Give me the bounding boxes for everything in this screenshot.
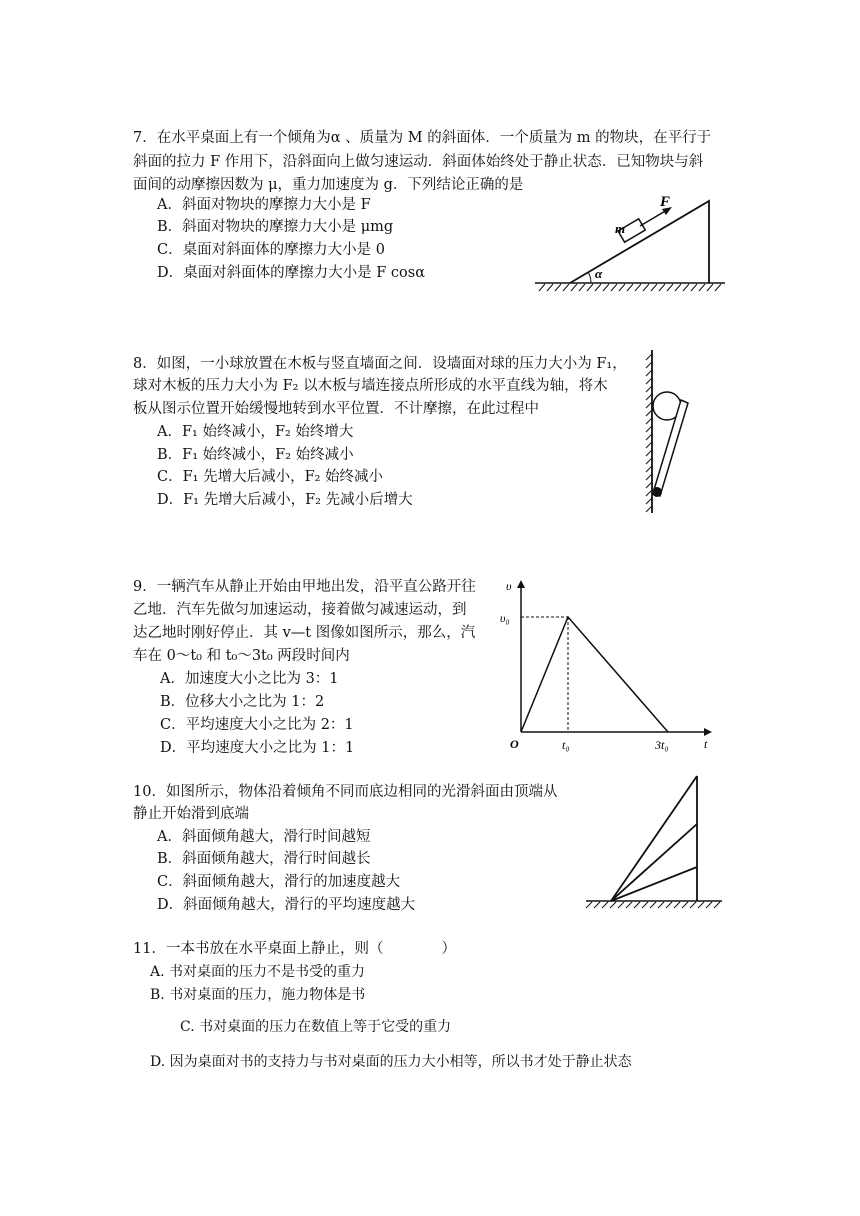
q9-stem-line-1: 9．一辆汽车从静止开始由甲地出发，沿平直公路开往: [133, 579, 476, 595]
q9-3t0-label: 3t₀: [655, 738, 669, 752]
q9-option-b: B．位移大小之比为 1：2: [160, 694, 325, 710]
q10-option-a: A．斜面倾角越大，滑行时间越短: [157, 829, 371, 845]
q10-option-b: B．斜面倾角越大，滑行时间越长: [157, 851, 371, 867]
q7-block-label: m: [615, 221, 626, 236]
q10-stem-line-2: 静止开始滑到底端: [133, 806, 249, 822]
q7-stem-line-1: 7．在水平桌面上有一个倾角为α 、质量为 M 的斜面体．一个质量为 m 的物块，在平行于: [133, 130, 712, 146]
q11-stem: 11．一本书放在水平桌面上静止，则（ ）: [133, 941, 456, 957]
q11-option-c: C. 书对桌面的压力在数值上等于它受的重力: [180, 1019, 452, 1035]
q8-wall-board-figure: [640, 348, 700, 516]
q7-option-c: C．桌面对斜面体的摩擦力大小是 0: [157, 242, 385, 258]
q9-stem-line-2: 乙地．汽车先做匀加速运动，接着做匀减速运动，到: [133, 602, 467, 618]
q8-option-b: B．F₁ 始终减小，F₂ 始终减小: [157, 447, 354, 463]
q7-option-d: D．桌面对斜面体的摩擦力大小是 F cosα: [157, 265, 425, 281]
q7-stem-line-2: 斜面的拉力 F 作用下，沿斜面向上做匀速运动．斜面体始终处于静止状态．已知物块与斜: [133, 154, 704, 170]
q9-vt-graph: [500, 572, 720, 757]
q8-stem-line-2: 球对木板的压力大小为 F₂ 以木板与墙连接点所形成的水平直线为轴，将木: [133, 378, 608, 394]
q9-stem-line-4: 车在 0～t₀ 和 t₀～3t₀ 两段时间内: [133, 648, 350, 664]
q7-stem-line-3: 面间的动摩擦因数为 μ，重力加速度为 g．下列结论正确的是: [133, 177, 524, 193]
q7-incline-figure: [535, 195, 730, 295]
q9-origin-label: O: [510, 737, 519, 751]
q8-stem-line-1: 8．如图，一小球放置在木板与竖直墙面之间．设墙面对球的压力大小为 F₁，: [133, 356, 627, 372]
q11-option-d: D. 因为桌面对书的支持力与书对桌面的压力大小相等，所以书才处于静止状态: [150, 1054, 632, 1070]
q9-t0-label: t₀: [562, 738, 570, 752]
q7-option-a: A．斜面对物块的摩擦力大小是 F: [157, 197, 371, 213]
q8-option-c: C．F₁ 先增大后减小，F₂ 始终减小: [157, 469, 384, 485]
q10-option-c: C．斜面倾角越大，滑行的加速度越大: [157, 874, 401, 890]
q11-option-b: B. 书对桌面的压力，施力物体是书: [150, 987, 366, 1003]
q8-option-d: D．F₁ 先增大后减小，F₂ 先减小后增大: [157, 492, 413, 508]
q8-option-a: A．F₁ 始终减小，F₂ 始终增大: [157, 424, 354, 440]
q10-option-d: D．斜面倾角越大，滑行的平均速度越大: [157, 897, 416, 913]
q7-force-label: F: [660, 194, 671, 210]
q9-x-axis-label: t: [704, 737, 708, 751]
q9-option-a: A．加速度大小之比为 3：1: [160, 671, 339, 687]
q7-option-b: B．斜面对物块的摩擦力大小是 μmg: [157, 219, 394, 235]
q10-stem-line-1: 10．如图所示，物体沿着倾角不同而底边相同的光滑斜面由顶端从: [133, 784, 558, 800]
q9-option-d: D．平均速度大小之比为 1：1: [160, 740, 355, 756]
q7-angle-label: α: [595, 266, 603, 281]
q9-v0-label: υ₀: [500, 611, 510, 625]
q9-option-c: C．平均速度大小之比为 2：1: [160, 717, 354, 733]
q9-stem-line-3: 达乙地时刚好停止．其 v—t 图像如图所示，那么，汽: [133, 625, 476, 641]
q11-option-a: A. 书对桌面的压力不是书受的重力: [150, 964, 366, 980]
q10-inclines-figure: [580, 772, 725, 912]
q8-stem-line-3: 板从图示位置开始缓慢地转到水平位置．不计摩擦，在此过程中: [133, 401, 539, 417]
q9-y-axis-label: υ: [506, 579, 512, 593]
